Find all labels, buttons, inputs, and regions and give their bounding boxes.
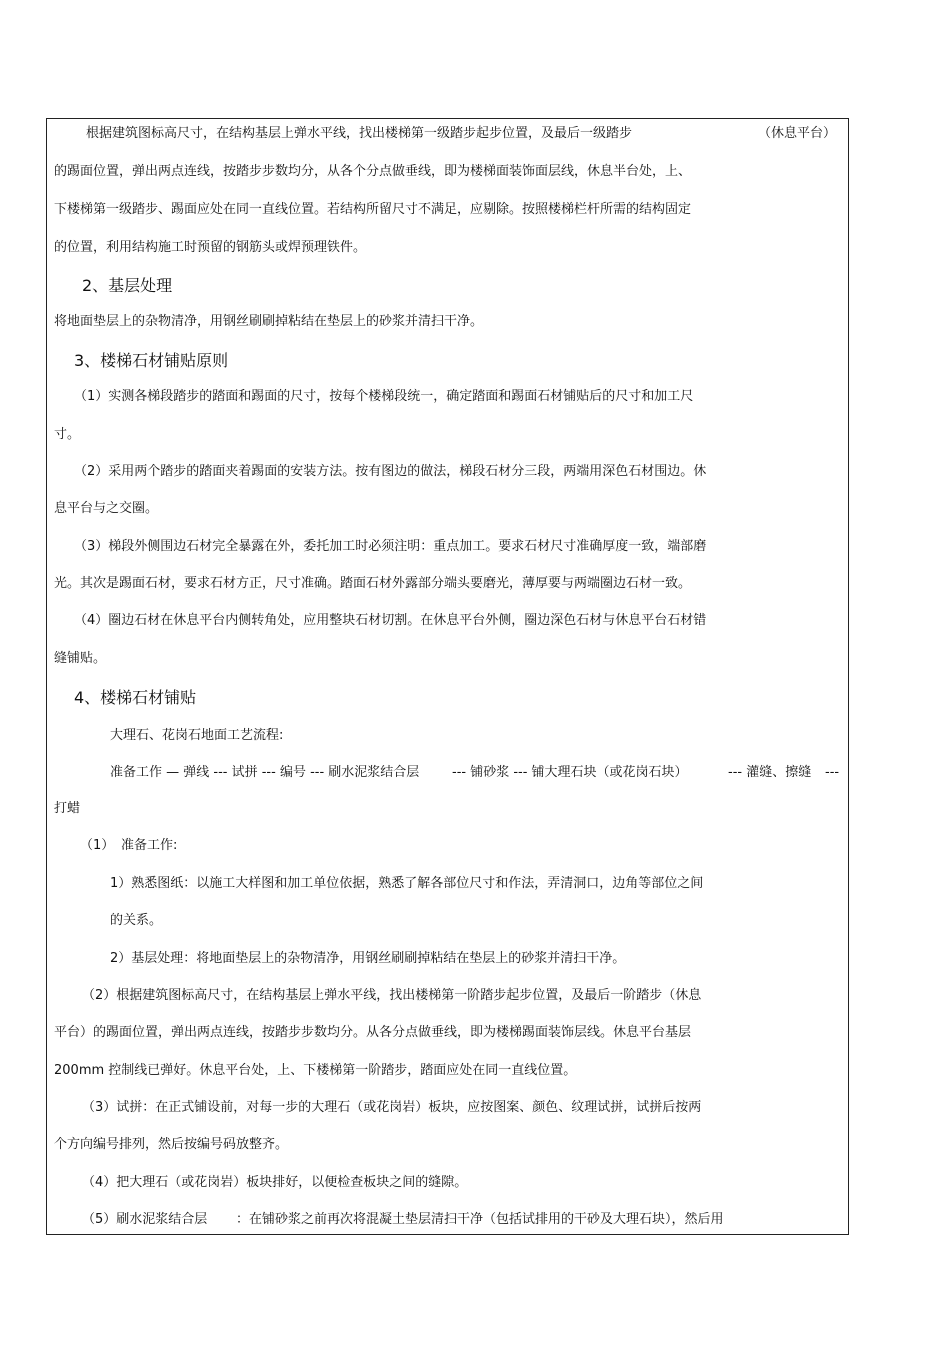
prep-item-1a: 1）熟悉图纸：以施工大样图和加工单位依据，熟悉了解各部位尺寸和作法，弄清洞口，边角等部位之间 [110, 876, 704, 891]
intro-line-3: 下楼梯第一级踏步、踢面应处在同一直线位置。若结构所留尺寸不满足，应剔除。按照楼梯栏杆所需的结构固定 [54, 202, 692, 217]
section-3-item-4a: （4）圈边石材在休息平台内侧转角处，应用整块石材切割。在休息平台外侧，圈边深色石材与休息平台石材错 [74, 613, 707, 628]
section-4-item-4: （4）把大理石（或花岗岩）板块排好，以便检查板块之间的缝隙。 [82, 1175, 468, 1190]
section-3-item-2b: 息平台与之交圈。 [54, 501, 159, 516]
section-3-item-4b: 缝铺贴。 [54, 651, 107, 666]
prep-item-1b: 的关系。 [110, 913, 163, 928]
section-3-heading: 3、楼梯石材铺贴原则 [74, 351, 229, 370]
section-4-item-3b: 个方向编号排列，然后按编号码放整齐。 [54, 1137, 289, 1152]
section-4-item-3a: （3）试拼：在正式铺设前，对每一步的大理石（或花岗岩）板块，应按图案、颜色、纹理试拼，试拼后按两 [82, 1100, 702, 1115]
section-3-item-2a: （2）采用两个踏步的踏面夹着踢面的安装方法。按有图边的做法，梯段石材分三段，两端用深色石材围边。休 [74, 464, 707, 479]
flow-part-b: --- 铺砂浆 --- 铺大理石块（或花岗石块） [452, 765, 688, 780]
section-4-item-2a: （2）根据建筑图标高尺寸，在结构基层上弹水平线，找出楼梯第一阶踏步起步位置，及最后一阶踏步（休息 [82, 988, 702, 1003]
prep-title: 准备工作: [121, 838, 178, 853]
intro-line-2: 的踢面位置，弹出两点连线，按踏步步数均分，从各个分点做垂线，即为楼梯面装饰面层线，休息半台处，上、 [54, 164, 692, 179]
intro-line-1: 根据建筑图标高尺寸，在结构基层上弹水平线，找出楼梯第一级踏步起步位置，及最后一级踏步 [86, 126, 633, 141]
prep-number: （1） [80, 838, 115, 853]
section-2-heading: 2、基层处理 [82, 276, 173, 295]
intro-line-1-aside: （休息平台） [758, 126, 837, 141]
section-4-item-5b: ：在铺砂浆之前再次将混凝土垫层清扫干净（包括试排用的干砂及大理石块），然后用 [236, 1212, 724, 1227]
section-4-item-5a: （5）刷水泥浆结合层 [82, 1212, 208, 1227]
section-4-heading: 4、楼梯石材铺贴 [74, 688, 197, 707]
section-3-item-1b: 寸。 [54, 427, 81, 442]
flow-part-e: 打蜡 [54, 801, 81, 816]
section-3-item-3a: （3）梯段外侧围边石材完全暴露在外，委托加工时必须注明：重点加工。要求石材尺寸准确厚度一致，端部磨 [74, 539, 707, 554]
intro-line-4: 的位置，利用结构施工时预留的钢筋头或焊预理铁件。 [54, 240, 367, 255]
section-3-item-3b: 光。其次是踢面石材，要求石材方正，尺寸准确。踏面石材外露部分端头要磨光，薄厚要与两端圈边石材一致。 [54, 576, 692, 591]
prep-item-2: 2）基层处理：将地面垫层上的杂物清净，用钢丝刷刷掉粘结在垫层上的砂浆并清扫干净。 [110, 951, 626, 966]
section-4-item-2b: 平台）的踢面位置，弹出两点连线，按踏步步数均分。从各分点做垂线，即为楼梯踢面装饰层线。休息平台基层 [54, 1025, 692, 1040]
section-4-item-2c: 200mm 控制线已弹好。休息平台处，上、下楼梯第一阶踏步，踏面应处在同一直线位置。 [54, 1063, 577, 1078]
flow-part-c: --- 灌缝、擦缝 [728, 765, 812, 780]
flow-part-d: --- [825, 765, 840, 780]
section-2-text: 将地面垫层上的杂物清净，用钢丝刷刷掉粘结在垫层上的砂浆并清扫干净。 [54, 314, 484, 329]
section-3-item-1a: （1）实测各梯段踏步的踏面和踢面的尺寸，按每个楼梯段统一，确定踏面和踢面石材铺贴后的尺寸和加工尺 [74, 389, 694, 404]
flow-title: 大理石、花岗石地面工艺流程: [110, 728, 284, 743]
flow-part-a: 准备工作 — 弹线 --- 试拼 --- 编号 --- 刷水泥浆结合层 [110, 765, 420, 780]
